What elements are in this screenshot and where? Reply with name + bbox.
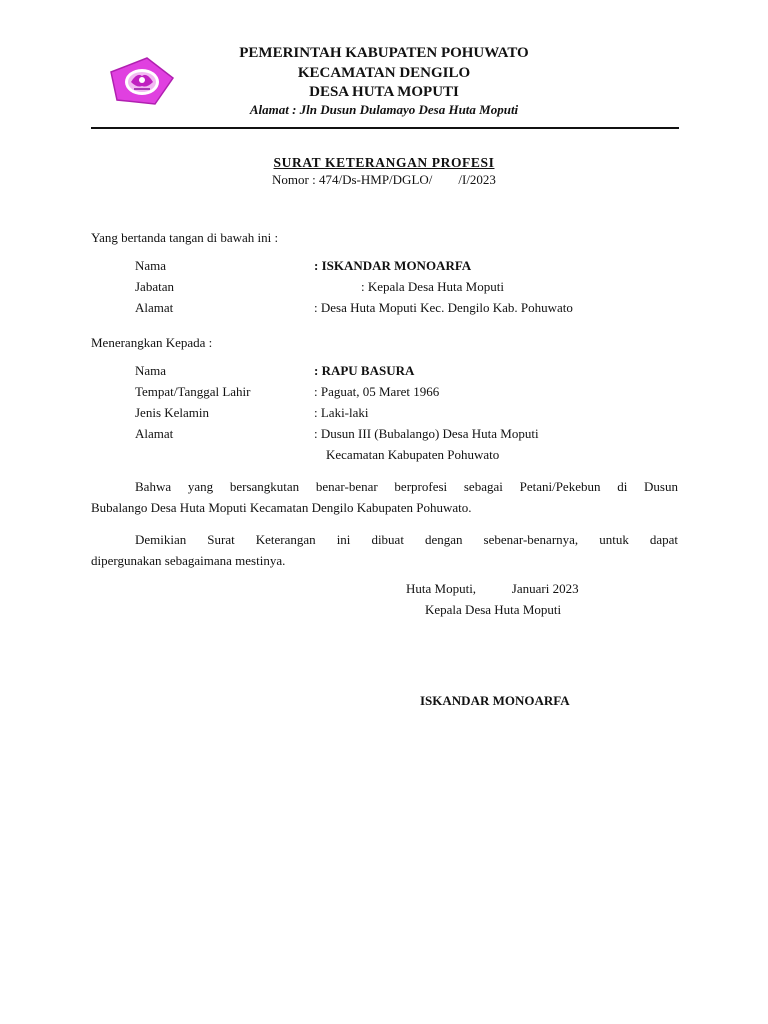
letterhead-district-line: KECAMATAN DENGILO: [297, 65, 471, 81]
signer-position-label: Jabatan: [135, 279, 174, 294]
statement-line-2: Bubalango Desa Huta Moputi Kecamatan Dengilo Kabupaten Pohuwato.: [91, 500, 472, 515]
signer-name-value: : ISKANDAR MONOARFA: [314, 258, 472, 273]
letterhead-government-line: PEMERINTAH KABUPATEN POHUWATO: [239, 45, 529, 61]
intro-text: Yang bertanda tangan di bawah ini :: [91, 230, 279, 245]
subject-name-value: : RAPU BASURA: [314, 363, 415, 378]
letter-title: SURAT KETERANGAN PROFESI: [273, 155, 495, 170]
letterhead-address: Alamat : Jln Dusun Dulamayo Desa Huta Moputi: [249, 102, 519, 117]
signature-position: Kepala Desa Huta Moputi: [425, 602, 562, 617]
closing-line-1: Demikian Surat Keterangan ini dibuat dengan sebenar-benarnya, untuk dapat: [135, 532, 678, 547]
statement-paragraph: [91, 476, 678, 518]
signer-address-label: Alamat: [135, 300, 174, 315]
subject-gender-label: Jenis Kelamin: [135, 405, 210, 420]
subject-name-label: Nama: [135, 363, 167, 378]
letter-number: Nomor : 474/Ds-HMP/DGLO/ /I/2023: [272, 172, 496, 187]
signature-name: ISKANDAR MONOARFA: [420, 693, 570, 708]
subject-address-label: Alamat: [135, 426, 174, 441]
signer-position-value: : Kepala Desa Huta Moputi: [361, 279, 504, 294]
closing-paragraph: [91, 529, 678, 571]
statement-line-1: Bahwa yang bersangkutan benar-benar berprofesi sebagai Petani/Pekebun di Dusun: [135, 479, 678, 494]
subject-gender-value: : Laki-laki: [314, 405, 369, 420]
closing-line-2: dipergunakan sebagaimana mestinya.: [91, 553, 286, 568]
signer-name-label: Nama: [135, 258, 167, 273]
explains-text: Menerangkan Kepada :: [91, 335, 213, 350]
subject-birth-label: Tempat/Tanggal Lahir: [135, 384, 251, 399]
signer-address-value: : Desa Huta Moputi Kec. Dengilo Kab. Pohuwato: [314, 300, 573, 315]
letterhead-village-line: DESA HUTA MOPUTI: [309, 84, 459, 100]
letterhead-divider: [91, 127, 679, 129]
subject-birth-value: : Paguat, 05 Maret 1966: [314, 384, 440, 399]
subject-address-value: : Dusun III (Bubalango) Desa Huta Moputi: [314, 426, 539, 441]
signature-place-date: Huta Moputi, Januari 2023: [406, 581, 579, 596]
subject-address-continuation: Kecamatan Kabupaten Pohuwato: [326, 447, 500, 462]
